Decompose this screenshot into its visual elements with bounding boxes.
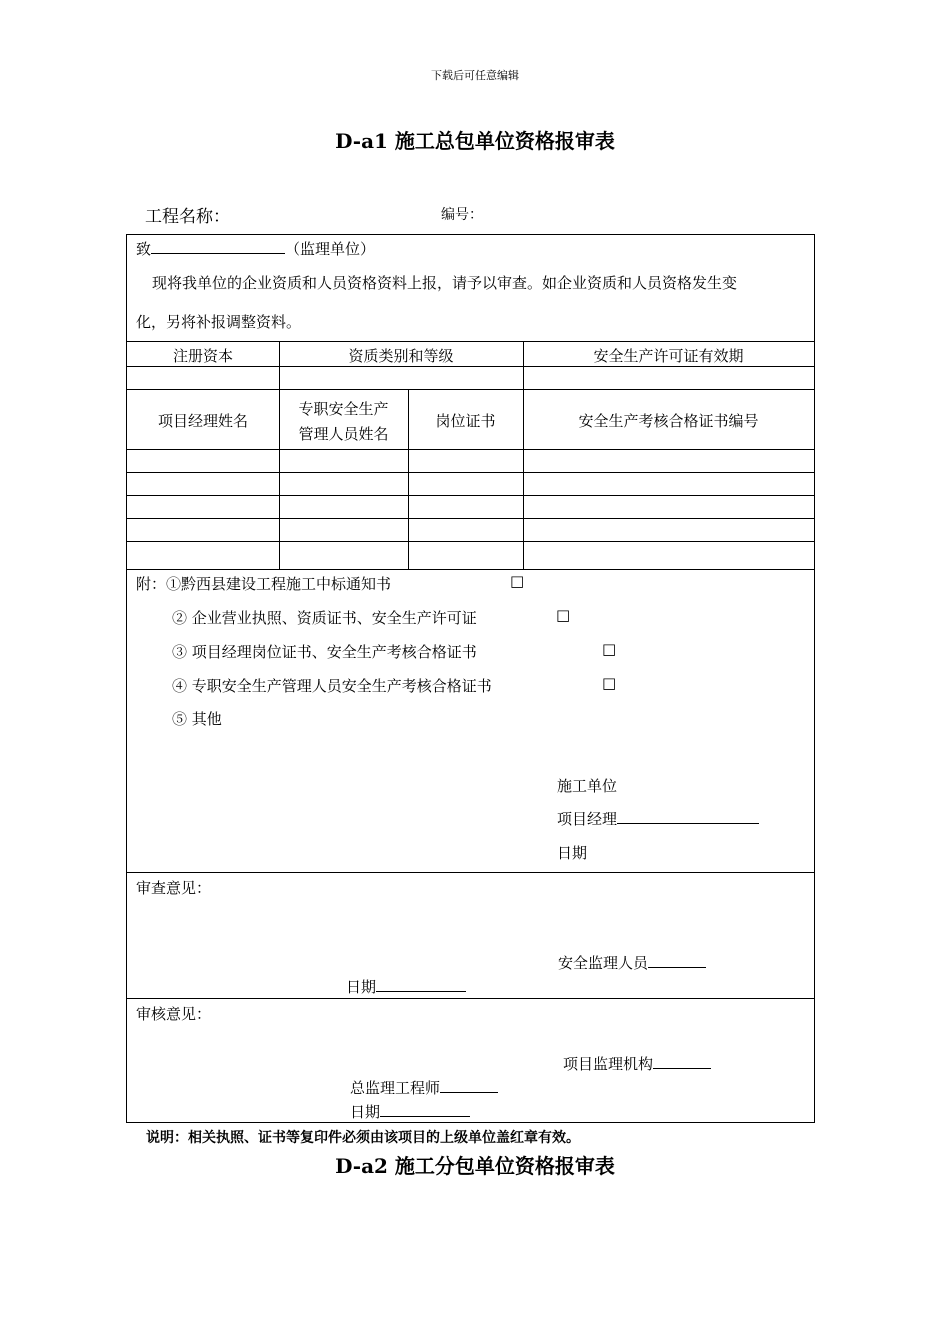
- header-safety-staff-line1: 专职安全生产: [298, 400, 389, 418]
- project-name-label: 工程名称：: [145, 207, 230, 227]
- attachment-item-2: ② 企业营业执照、资质证书、安全生产许可证: [172, 609, 477, 627]
- header-registered-capital: 注册资本: [172, 347, 233, 365]
- review-date-line: 日期: [346, 976, 466, 997]
- review-label: 审查意见：: [136, 879, 212, 897]
- number-label: 编号：: [441, 207, 483, 223]
- header-note: 下载后可任意编辑: [431, 69, 519, 82]
- signature-date-label: 日期: [557, 844, 588, 862]
- form-title-a2: D-a2 施工分包单位资格报审表: [335, 1154, 615, 1178]
- audit-date-line: 日期: [350, 1101, 470, 1122]
- approval-form: [126, 234, 815, 1123]
- header-post-cert: 岗位证书: [435, 412, 496, 430]
- form-title-a1: D-a1 施工总包单位资格报审表: [335, 129, 615, 153]
- chief-engineer-line: 总监理工程师: [350, 1077, 498, 1098]
- addressee-line: 致 （监理单位）: [136, 240, 376, 258]
- pm-signature-line: 项目经理: [557, 808, 759, 829]
- header-safety-license: 安全生产许可证有效期: [593, 347, 744, 365]
- intro-text-line1: 现将我单位的企业资质和人员资格资料上报，请予以审查。如企业资质和人员资格发生变: [152, 274, 738, 292]
- attachment-item-3: ③ 项目经理岗位证书、安全生产考核合格证书: [172, 643, 477, 661]
- inspector-line: 安全监理人员: [558, 952, 706, 973]
- checkbox-2[interactable]: □: [556, 606, 571, 624]
- header-pm-name: 项目经理姓名: [157, 412, 248, 430]
- checkbox-1[interactable]: □: [510, 572, 525, 590]
- contractor-label: 施工单位: [557, 777, 618, 795]
- attachment-item-5: ⑤ 其他: [172, 710, 222, 728]
- footnote: 说明：相关执照、证书等复印件必须由该项目的上级单位盖红章有效。: [146, 1130, 580, 1146]
- audit-label: 审核意见：: [136, 1005, 212, 1023]
- intro-text-line2: 化，另将补报调整资料。: [136, 313, 302, 331]
- checkbox-4[interactable]: □: [602, 674, 617, 692]
- header-safety-staff-line2: 管理人员姓名: [298, 425, 389, 443]
- header-safety-cert-no: 安全生产考核合格证书编号: [578, 412, 759, 430]
- header-qualification: 资质类别和等级: [348, 347, 454, 365]
- checkbox-3[interactable]: □: [602, 640, 617, 658]
- attachment-item-4: ④ 专职安全生产管理人员安全生产考核合格证书: [172, 677, 492, 695]
- agency-line: 项目监理机构: [563, 1053, 711, 1074]
- attachment-item-1: 附：①黔西县建设工程施工中标通知书: [136, 575, 392, 593]
